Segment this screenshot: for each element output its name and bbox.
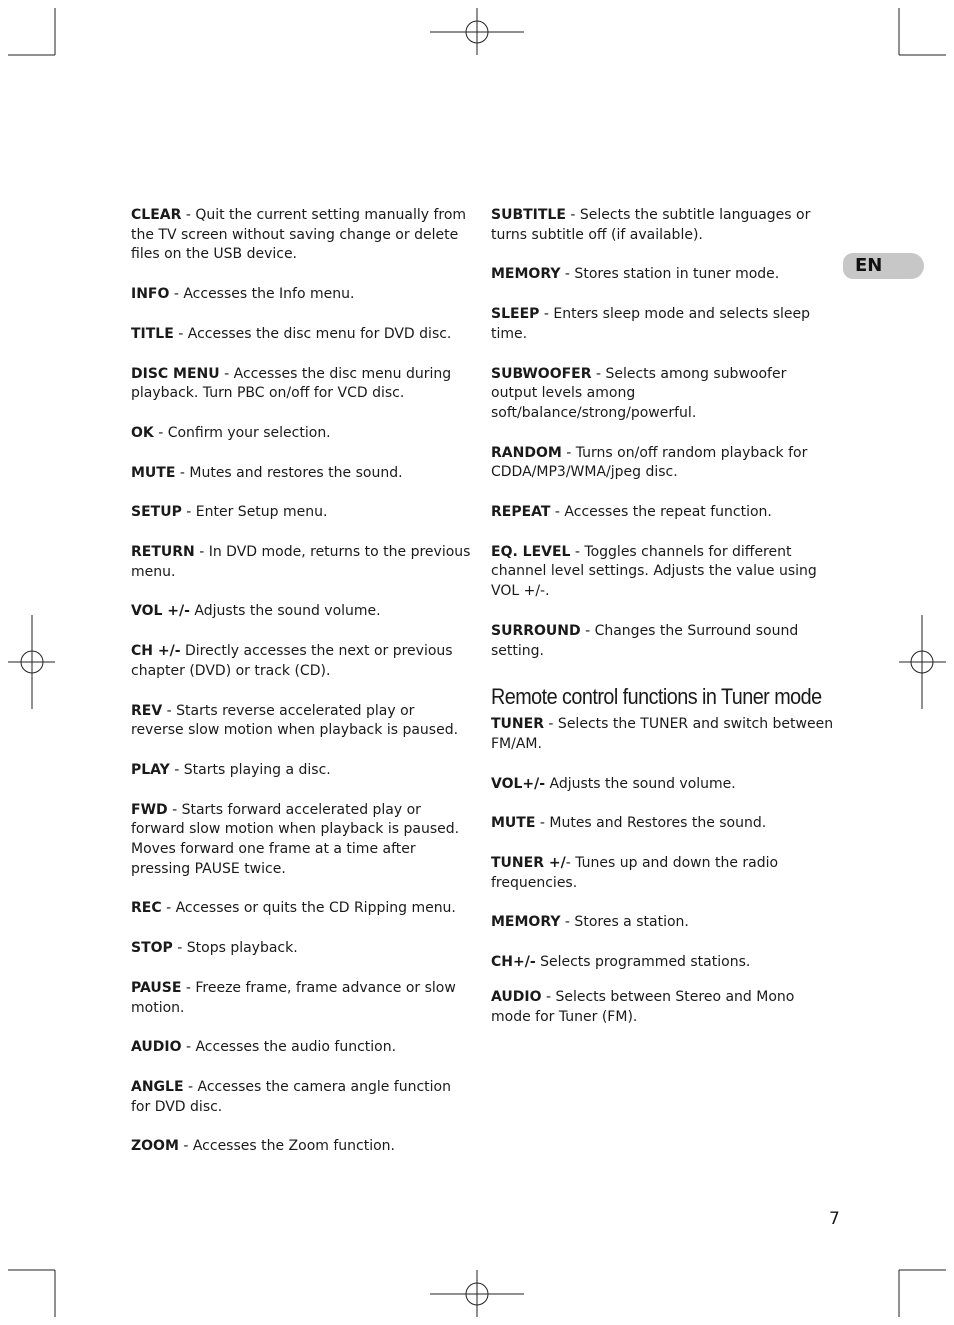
function-description: - Stores station in tuner mode. [560, 266, 780, 283]
function-key: TITLE [131, 325, 174, 342]
function-key: TUNER [491, 716, 544, 733]
function-key: MUTE [491, 815, 536, 832]
function-entry [131, 899, 471, 919]
function-entry [491, 365, 836, 424]
right-column-entries [491, 206, 836, 661]
function-description: - Enter Setup menu. [181, 504, 328, 521]
left-column [131, 206, 471, 1177]
function-entry [131, 939, 471, 959]
function-entry [131, 543, 471, 582]
function-key: CH+/- [491, 954, 536, 971]
function-key: MUTE [131, 464, 176, 481]
language-tab: EN [843, 253, 924, 279]
function-entry [131, 702, 471, 741]
function-description: - Mutes and restores the sound. [175, 464, 403, 481]
function-description: - Accesses the disc menu for DVD disc. [173, 325, 452, 342]
function-description: - Accesses the disc menu during playback. Turn PBC on/off for VCD disc. [131, 365, 452, 402]
function-entry [491, 988, 836, 1027]
function-entry [131, 285, 471, 305]
function-description: - Starts forward accelerated play or forward slow motion when playback is paused. Moves forward one frame at a time after pressing PAUSE twice. [131, 801, 460, 877]
function-description: - Starts playing a disc. [169, 761, 331, 778]
function-entry [491, 715, 836, 754]
function-entry [131, 602, 471, 622]
function-description: - Starts reverse accelerated play or reverse slow motion when playback is paused. [131, 702, 459, 739]
function-entry [491, 953, 836, 973]
function-entry [491, 775, 836, 795]
function-key: CLEAR [131, 207, 182, 223]
function-description: - Toggles channels for different channel level settings. Adjusts the value using VOL +/-. [491, 543, 817, 600]
function-key: RANDOM [491, 444, 562, 461]
function-entry [131, 1078, 471, 1117]
function-entry [131, 206, 471, 265]
function-key: EQ. LEVEL [491, 543, 571, 560]
function-key: SETUP [131, 504, 182, 521]
function-description: - Confirm your selection. [153, 424, 331, 441]
function-entry [131, 801, 471, 880]
function-entry [491, 305, 836, 344]
function-entry [131, 365, 471, 404]
function-key: FWD [131, 801, 168, 818]
function-description: - Accesses the Zoom function. [178, 1138, 396, 1155]
function-key: REV [131, 702, 163, 719]
page-number: 7 [829, 1209, 840, 1229]
function-description: - Enters sleep mode and selects sleep time. [491, 306, 811, 342]
function-key: VOL+/- [491, 775, 546, 792]
function-key: REPEAT [491, 504, 551, 521]
function-entry [131, 503, 471, 523]
function-entry [131, 1137, 471, 1157]
function-key: SUBWOOFER [491, 365, 592, 382]
function-entry [131, 464, 471, 484]
function-key: PAUSE [131, 979, 182, 996]
function-description: - Selects the subtitle languages or turns subtitle off (if available). [491, 207, 811, 243]
function-description: - Accesses the camera angle function for DVD disc. [131, 1078, 451, 1115]
function-entry [491, 444, 836, 483]
function-entry [491, 206, 836, 245]
right-column [491, 206, 836, 1042]
function-key: INFO [131, 286, 170, 303]
function-description: - Selects among subwoofer output levels among soft/balance/strong/powerful. [491, 365, 787, 421]
function-key: SUBTITLE [491, 207, 566, 223]
function-description: Adjusts the sound volume. [545, 775, 736, 792]
function-key: AUDIO [131, 1039, 182, 1056]
function-key: DISC MENU [131, 365, 220, 382]
function-entry [131, 761, 471, 781]
function-entry [491, 622, 836, 661]
function-description: - Stores a station. [560, 914, 689, 931]
function-key: VOL +/- [131, 603, 190, 620]
function-key: SURROUND [491, 622, 581, 639]
function-key: OK [131, 424, 154, 441]
function-entry [131, 1038, 471, 1058]
function-entry [491, 854, 836, 893]
function-description: - Selects the TUNER and switch between FM/AM. [491, 716, 834, 752]
function-description: - Tunes up and down the radio frequencies. [491, 855, 779, 891]
function-key: AUDIO [491, 988, 542, 1005]
function-key: REC [131, 900, 162, 917]
function-entry [491, 265, 836, 285]
function-entry [131, 979, 471, 1018]
function-entry [491, 543, 836, 602]
function-entry [491, 503, 836, 523]
function-key: RETURN [131, 544, 195, 561]
function-description: - Quit the current setting manually from the TV screen without saving change or delete files on the USB device. [131, 207, 467, 263]
function-key: ZOOM [131, 1138, 179, 1155]
function-description: - Accesses the audio function. [181, 1039, 397, 1056]
function-key: TUNER +/ [491, 855, 566, 872]
function-description: - Mutes and Restores the sound. [535, 815, 767, 832]
function-description: - Selects between Stereo and Mono mode for Tuner (FM). [491, 988, 795, 1025]
function-entry [131, 642, 471, 681]
function-key: ANGLE [131, 1078, 184, 1095]
function-description: - Accesses the Info menu. [169, 286, 355, 303]
function-entry [131, 325, 471, 345]
function-entry [491, 913, 836, 933]
tuner-heading: Remote control functions in Tuner mode [491, 684, 822, 710]
function-description: - Accesses the repeat function. [550, 504, 772, 521]
function-description: - Freeze frame, frame advance or slow motion. [131, 979, 456, 1016]
function-key: PLAY [131, 761, 170, 778]
function-description: Directly accesses the next or previous chapter (DVD) or track (CD). [131, 643, 453, 679]
function-key: SLEEP [491, 306, 540, 323]
tuner-entries [491, 715, 836, 1027]
function-description: - Changes the Surround sound setting. [491, 622, 799, 659]
function-description: - Turns on/off random playback for CDDA/MP3/WMA/jpeg disc. [491, 444, 808, 481]
function-description: Selects programmed stations. [535, 954, 751, 971]
function-key: MEMORY [491, 266, 561, 283]
function-entry [131, 424, 471, 444]
function-key: STOP [131, 940, 173, 957]
function-description: - Stops playback. [172, 940, 298, 957]
function-description: - Accesses or quits the CD Ripping menu. [161, 900, 456, 917]
function-entry [491, 814, 836, 834]
function-key: CH +/- [131, 643, 181, 660]
function-description: Adjusts the sound volume. [189, 603, 381, 620]
function-key: MEMORY [491, 914, 561, 931]
function-description: - In DVD mode, returns to the previous menu. [131, 544, 471, 580]
